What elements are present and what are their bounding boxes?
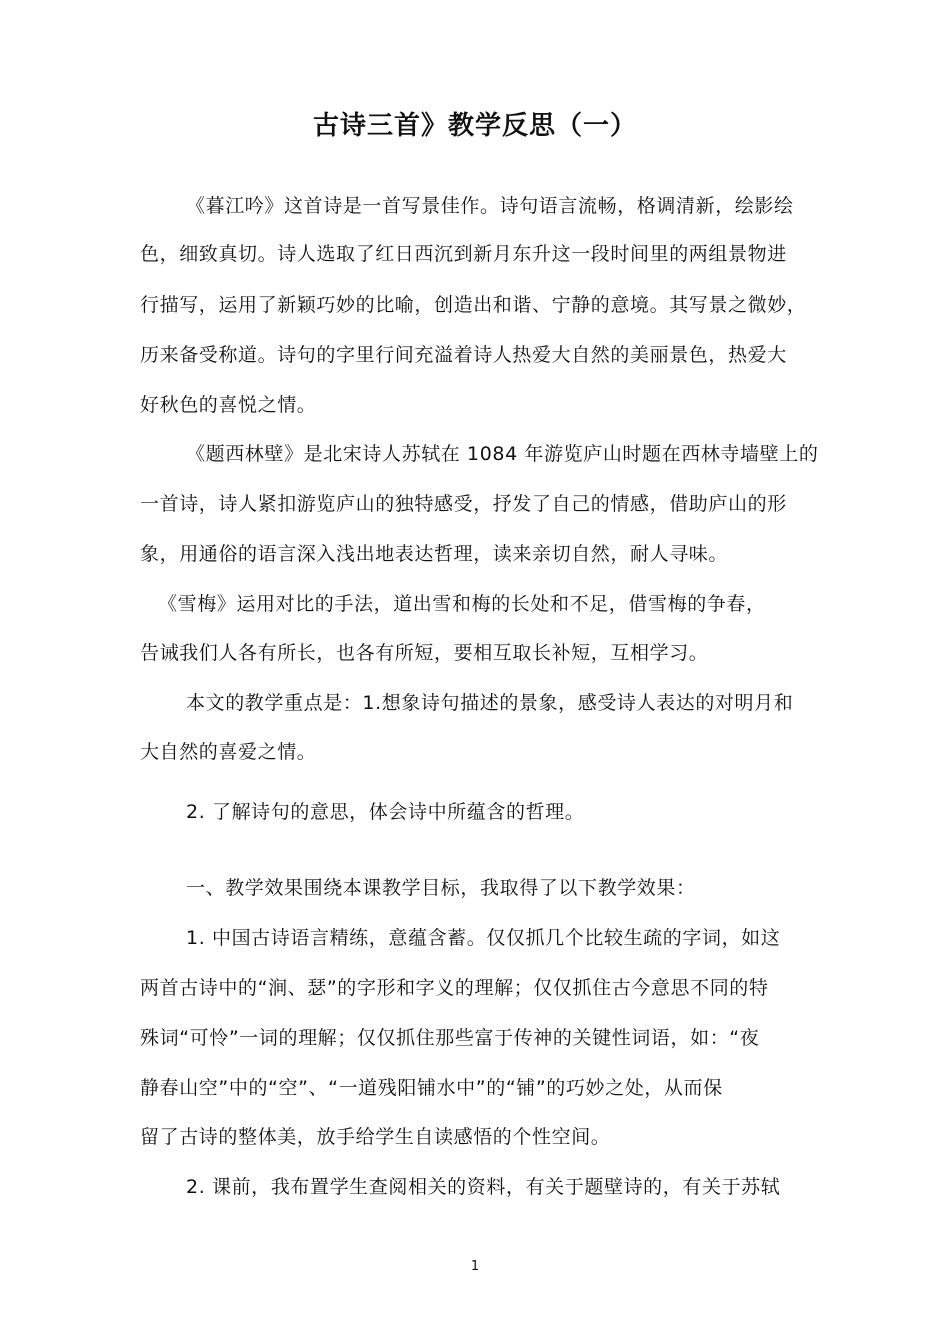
paragraph-line: 好秋色的喜悦之情。 <box>140 394 317 416</box>
paragraph-line: 色，细致真切。诗人选取了红日西沉到新月东升这一段时间里的两组景物进 <box>140 243 787 265</box>
list-item-line: 2. 了解诗句的意思，体会诗中所蕴含的哲理。 <box>186 801 585 823</box>
paragraph-line: 告诫我们人各有所长，也各有所短，要相互取长补短，互相学习。 <box>140 642 709 664</box>
paragraph-line: 殊词“可怜”一词的理解；仅仅抓住那些富于传神的关键性词语，如：“夜 <box>140 1027 760 1049</box>
paragraph-line: 一首诗，诗人紧扣游览庐山的独特感受，抒发了自己的情感，借助庐山的形 <box>140 493 787 515</box>
paragraph-line: 本文的教学重点是：1.想象诗句描述的景象，感受诗人表达的对明月和 <box>186 692 794 714</box>
list-item-line: 2. 课前，我布置学生查阅相关的资料，有关于题壁诗的，有关于苏轼 <box>186 1176 781 1198</box>
document-title: 古诗三首》教学反思（一） <box>312 111 637 141</box>
paragraph-line: 留了古诗的整体美，放手给学生自读感悟的个性空间。 <box>140 1126 611 1148</box>
paragraph-line: 历来备受称道。诗句的字里行间充溢着诗人热爱大自然的美丽景色，热爱大 <box>140 344 787 366</box>
paragraph-line: 《雪梅》运用对比的手法，道出雪和梅的长处和不足，借雪梅的争春， <box>158 593 766 615</box>
paragraph-line: 大自然的喜爱之情。 <box>140 741 317 763</box>
paragraph-line: 行描写，运用了新颖巧妙的比喻，创造出和谐、宁静的意境。其写景之微妙， <box>140 294 807 316</box>
paragraph-line: 《题西林壁》是北宋诗人苏轼在 1084 年游览庐山时题在西林寺墙壁上的 <box>186 443 819 465</box>
paragraph-line: 两首古诗中的“涧、瑟”的字形和字义的理解；仅仅抓住古今意思不同的特 <box>140 977 769 999</box>
list-item-line: 1. 中国古诗语言精练，意蕴含蓄。仅仅抓几个比较生疏的字词，如这 <box>186 927 781 949</box>
paragraph-line: 《暮江吟》这首诗是一首写景佳作。诗句语言流畅，格调清新，绘影绘 <box>186 195 794 217</box>
section-heading: 一、教学效果围绕本课教学目标，我取得了以下教学效果： <box>186 877 696 899</box>
page-number: 1 <box>470 1259 480 1274</box>
paragraph-line: 静春山空”中的“空”、“一道残阳铺水中”的“铺”的巧妙之处，从而保 <box>140 1077 723 1099</box>
paragraph-line: 象，用通俗的语言深入浅出地表达哲理，读来亲切自然，耐人寻味。 <box>140 543 729 565</box>
